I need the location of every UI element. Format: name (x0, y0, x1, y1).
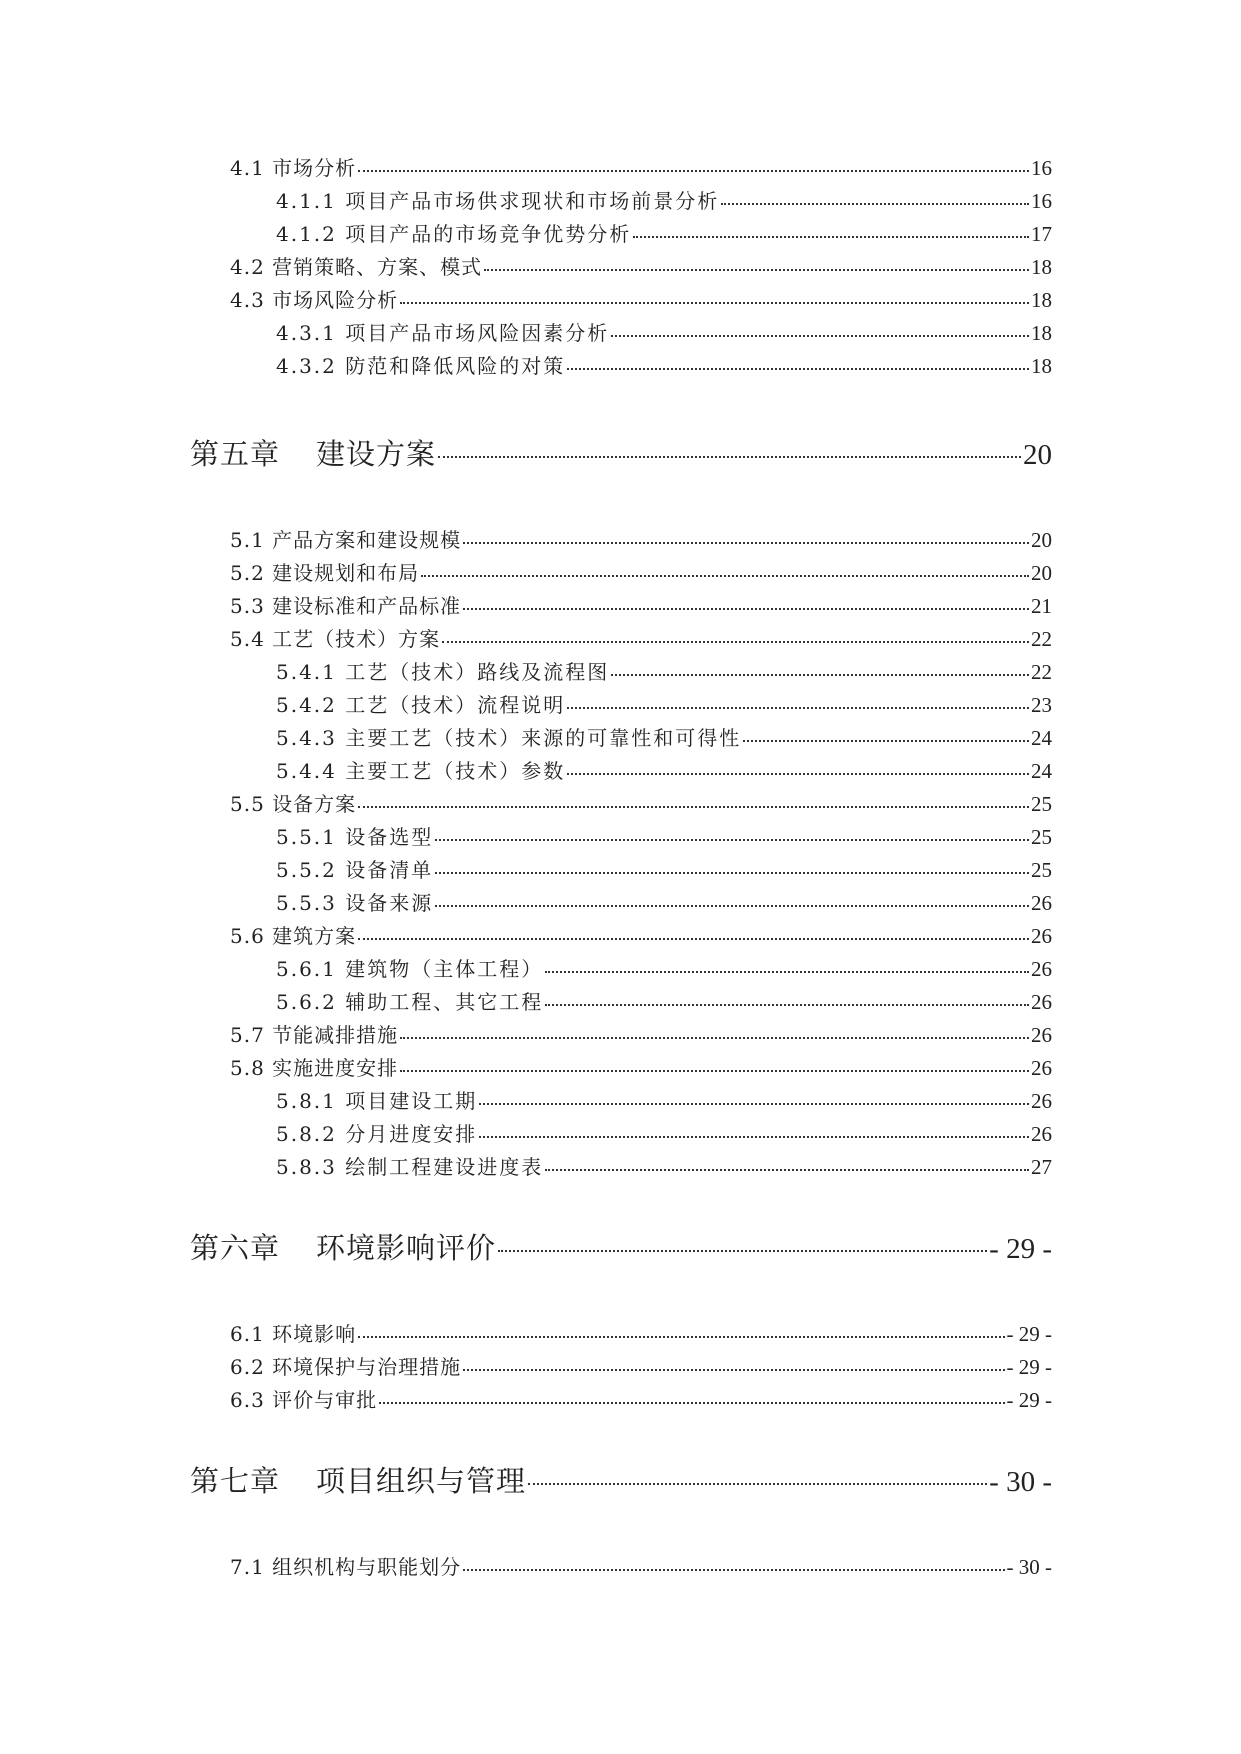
toc-page-number: 18 (1031, 288, 1052, 312)
dot-leader (611, 674, 1029, 676)
toc-entry-label: 4.3.2 防范和降低风险的对策 (276, 354, 566, 378)
chapter-number: 第七章 (190, 1464, 281, 1498)
chapter-title: 项目组织与管理 (316, 1464, 527, 1498)
toc-page-number: 18 (1031, 255, 1052, 279)
toc-entry[interactable] (276, 350, 1052, 379)
toc-entry[interactable] (230, 590, 1052, 619)
toc-page-number: 18 (1031, 354, 1052, 378)
toc-page-number: 26 (1031, 1023, 1052, 1047)
dot-leader (633, 236, 1029, 238)
toc-page-number: 26 (1031, 1056, 1052, 1080)
toc-entry-label: 5.8.3 绘制工程建设进度表 (276, 1155, 544, 1179)
chapter-number: 第六章 (190, 1231, 281, 1265)
toc-page-number: 26 (1031, 924, 1052, 948)
toc-page-number: 27 (1031, 1155, 1052, 1179)
toc-entry[interactable] (230, 623, 1052, 652)
toc-entry-label: 5.5.1 设备选型 (276, 825, 434, 849)
toc-page-number: 21 (1031, 594, 1052, 618)
toc-page-number: 25 (1031, 792, 1052, 816)
dot-leader (435, 872, 1029, 874)
toc-entry-label: 5.4 工艺（技术）方案 (230, 627, 441, 651)
toc-entry[interactable] (230, 1318, 1052, 1347)
chapter-heading (190, 1226, 496, 1267)
toc-entry[interactable] (276, 656, 1052, 685)
toc-entry[interactable] (276, 887, 1052, 916)
toc-page-number: - 29 - (1006, 1388, 1052, 1412)
toc-entry-label: 4.3 市场风险分析 (230, 288, 399, 312)
toc-page-number: 20 (1031, 528, 1052, 552)
toc-entry[interactable] (276, 185, 1052, 214)
toc-page-number: 16 (1031, 156, 1052, 180)
toc-page-number: - 29 - (1006, 1322, 1052, 1346)
dot-leader (435, 905, 1029, 907)
dot-leader (484, 269, 1029, 271)
toc-page-number: 20 (1031, 561, 1052, 585)
toc-page-number: 24 (1031, 726, 1052, 750)
toc-entry[interactable] (230, 284, 1052, 313)
toc-entry[interactable] (230, 1551, 1052, 1580)
toc-entry[interactable] (276, 821, 1052, 850)
toc-page-number: 26 (1031, 1089, 1052, 1113)
toc-entry[interactable] (276, 317, 1052, 346)
toc-entry[interactable] (276, 986, 1052, 1015)
toc-page-number: 20 (1023, 439, 1052, 471)
toc-entry[interactable] (276, 953, 1052, 982)
dot-leader (611, 335, 1029, 337)
dot-leader (545, 1004, 1029, 1006)
toc-page-number: 26 (1031, 1122, 1052, 1146)
toc-entry[interactable] (230, 251, 1052, 280)
dot-leader (567, 773, 1029, 775)
dot-leader (400, 1070, 1029, 1072)
toc-chapter[interactable] (190, 1459, 1052, 1500)
toc-entry[interactable] (230, 1351, 1052, 1380)
chapter-title: 环境影响评价 (316, 1231, 497, 1265)
toc-entry-label: 4.3.1 项目产品市场风险因素分析 (276, 321, 610, 345)
toc-page-number: - 30 - (989, 1466, 1052, 1498)
toc-chapter[interactable] (190, 432, 1052, 473)
dot-leader (442, 641, 1029, 643)
toc-entry-label: 5.6 建筑方案 (230, 924, 357, 948)
toc-page-number: - 30 - (1006, 1555, 1052, 1579)
dot-leader (358, 170, 1029, 172)
dot-leader (567, 368, 1029, 370)
chapter-number: 第五章 (190, 437, 281, 471)
toc-page-number: 16 (1031, 189, 1052, 213)
toc-entry[interactable] (276, 854, 1052, 883)
toc-entry-label: 5.5.2 设备清单 (276, 858, 434, 882)
toc-entry[interactable] (276, 1118, 1052, 1147)
toc-entry-label: 6.1 环境影响 (230, 1322, 357, 1346)
dot-leader (463, 1369, 1004, 1371)
toc-entry[interactable] (230, 557, 1052, 586)
chapter-heading (190, 1459, 526, 1500)
toc-entry-label: 4.2 营销策略、方案、模式 (230, 255, 483, 279)
dot-leader (421, 575, 1029, 577)
toc-page-number: 25 (1031, 858, 1052, 882)
dot-leader (545, 1169, 1029, 1171)
toc-entry-label: 5.5.3 设备来源 (276, 891, 434, 915)
toc-entry-label: 6.2 环境保护与治理措施 (230, 1355, 462, 1379)
dot-leader (358, 938, 1029, 940)
toc-entry-label: 5.4.1 工艺（技术）路线及流程图 (276, 660, 610, 684)
dot-leader (743, 740, 1029, 742)
toc-entry[interactable] (276, 218, 1052, 247)
toc-entry-label: 6.3 评价与审批 (230, 1388, 378, 1412)
toc-page-number: 25 (1031, 825, 1052, 849)
toc-entry[interactable] (276, 689, 1052, 718)
toc-page-number: 17 (1031, 222, 1052, 246)
toc-entry[interactable] (230, 524, 1052, 553)
toc-entry-label: 5.5 设备方案 (230, 792, 357, 816)
toc-entry[interactable] (230, 152, 1052, 181)
toc-entry-label: 7.1 组织机构与职能划分 (230, 1555, 462, 1579)
dot-leader (438, 456, 1021, 458)
chapter-title: 建设方案 (316, 437, 437, 471)
toc-page-number: 22 (1031, 660, 1052, 684)
toc-entry-label: 5.8 实施进度安排 (230, 1056, 399, 1080)
toc-entry[interactable] (276, 755, 1052, 784)
toc-entry-label: 5.4.4 主要工艺（技术）参数 (276, 759, 566, 783)
dot-leader (545, 971, 1029, 973)
dot-leader (358, 806, 1029, 808)
toc-entry[interactable] (276, 1085, 1052, 1114)
toc-entry[interactable] (230, 920, 1052, 949)
toc-page-number: - 29 - (989, 1233, 1052, 1265)
toc-page-number: 23 (1031, 693, 1052, 717)
toc-entry[interactable] (230, 1384, 1052, 1413)
toc-entry-label: 5.6.1 建筑物（主体工程） (276, 957, 544, 981)
dot-leader (400, 1037, 1029, 1039)
dot-leader (463, 542, 1029, 544)
dot-leader (498, 1250, 987, 1252)
dot-leader (528, 1483, 987, 1485)
dot-leader (400, 302, 1029, 304)
toc-entry-label: 5.2 建设规划和布局 (230, 561, 420, 585)
toc-entry-label: 5.4.3 主要工艺（技术）来源的可靠性和可得性 (276, 726, 742, 750)
dot-leader (358, 1336, 1004, 1338)
dot-leader (479, 1136, 1029, 1138)
toc-entry-label: 4.1 市场分析 (230, 156, 357, 180)
toc-page-number: - 29 - (1006, 1355, 1052, 1379)
toc-page-number: 26 (1031, 990, 1052, 1014)
dot-leader (463, 608, 1029, 610)
toc-entry-label: 5.8.1 项目建设工期 (276, 1089, 478, 1113)
toc-entry-label: 4.1.2 项目产品的市场竞争优势分析 (276, 222, 632, 246)
toc-entry[interactable] (276, 722, 1052, 751)
toc-entry-label: 5.7 节能减排措施 (230, 1023, 399, 1047)
toc-entry[interactable] (276, 1151, 1052, 1180)
toc-entry-label: 5.8.2 分月进度安排 (276, 1122, 478, 1146)
toc-page-number: 26 (1031, 891, 1052, 915)
toc-chapter[interactable] (190, 1226, 1052, 1267)
dot-leader (379, 1402, 1004, 1404)
chapter-heading (190, 432, 436, 473)
dot-leader (721, 203, 1029, 205)
toc-entry-label: 5.3 建设标准和产品标准 (230, 594, 462, 618)
toc-entry-label: 4.1.1 项目产品市场供求现状和市场前景分析 (276, 189, 720, 213)
dot-leader (463, 1569, 1004, 1571)
toc-page-number: 22 (1031, 627, 1052, 651)
dot-leader (567, 707, 1029, 709)
toc-entry-label: 5.6.2 辅助工程、其它工程 (276, 990, 544, 1014)
toc-entry-label: 5.1 产品方案和建设规模 (230, 528, 462, 552)
toc-entry[interactable] (230, 1019, 1052, 1048)
toc-entry[interactable] (230, 788, 1052, 817)
toc-entry[interactable] (230, 1052, 1052, 1081)
toc-entry-label: 5.4.2 工艺（技术）流程说明 (276, 693, 566, 717)
dot-leader (479, 1103, 1029, 1105)
toc-page-number: 26 (1031, 957, 1052, 981)
dot-leader (435, 839, 1029, 841)
toc-page-number: 18 (1031, 321, 1052, 345)
toc-page-number: 24 (1031, 759, 1052, 783)
